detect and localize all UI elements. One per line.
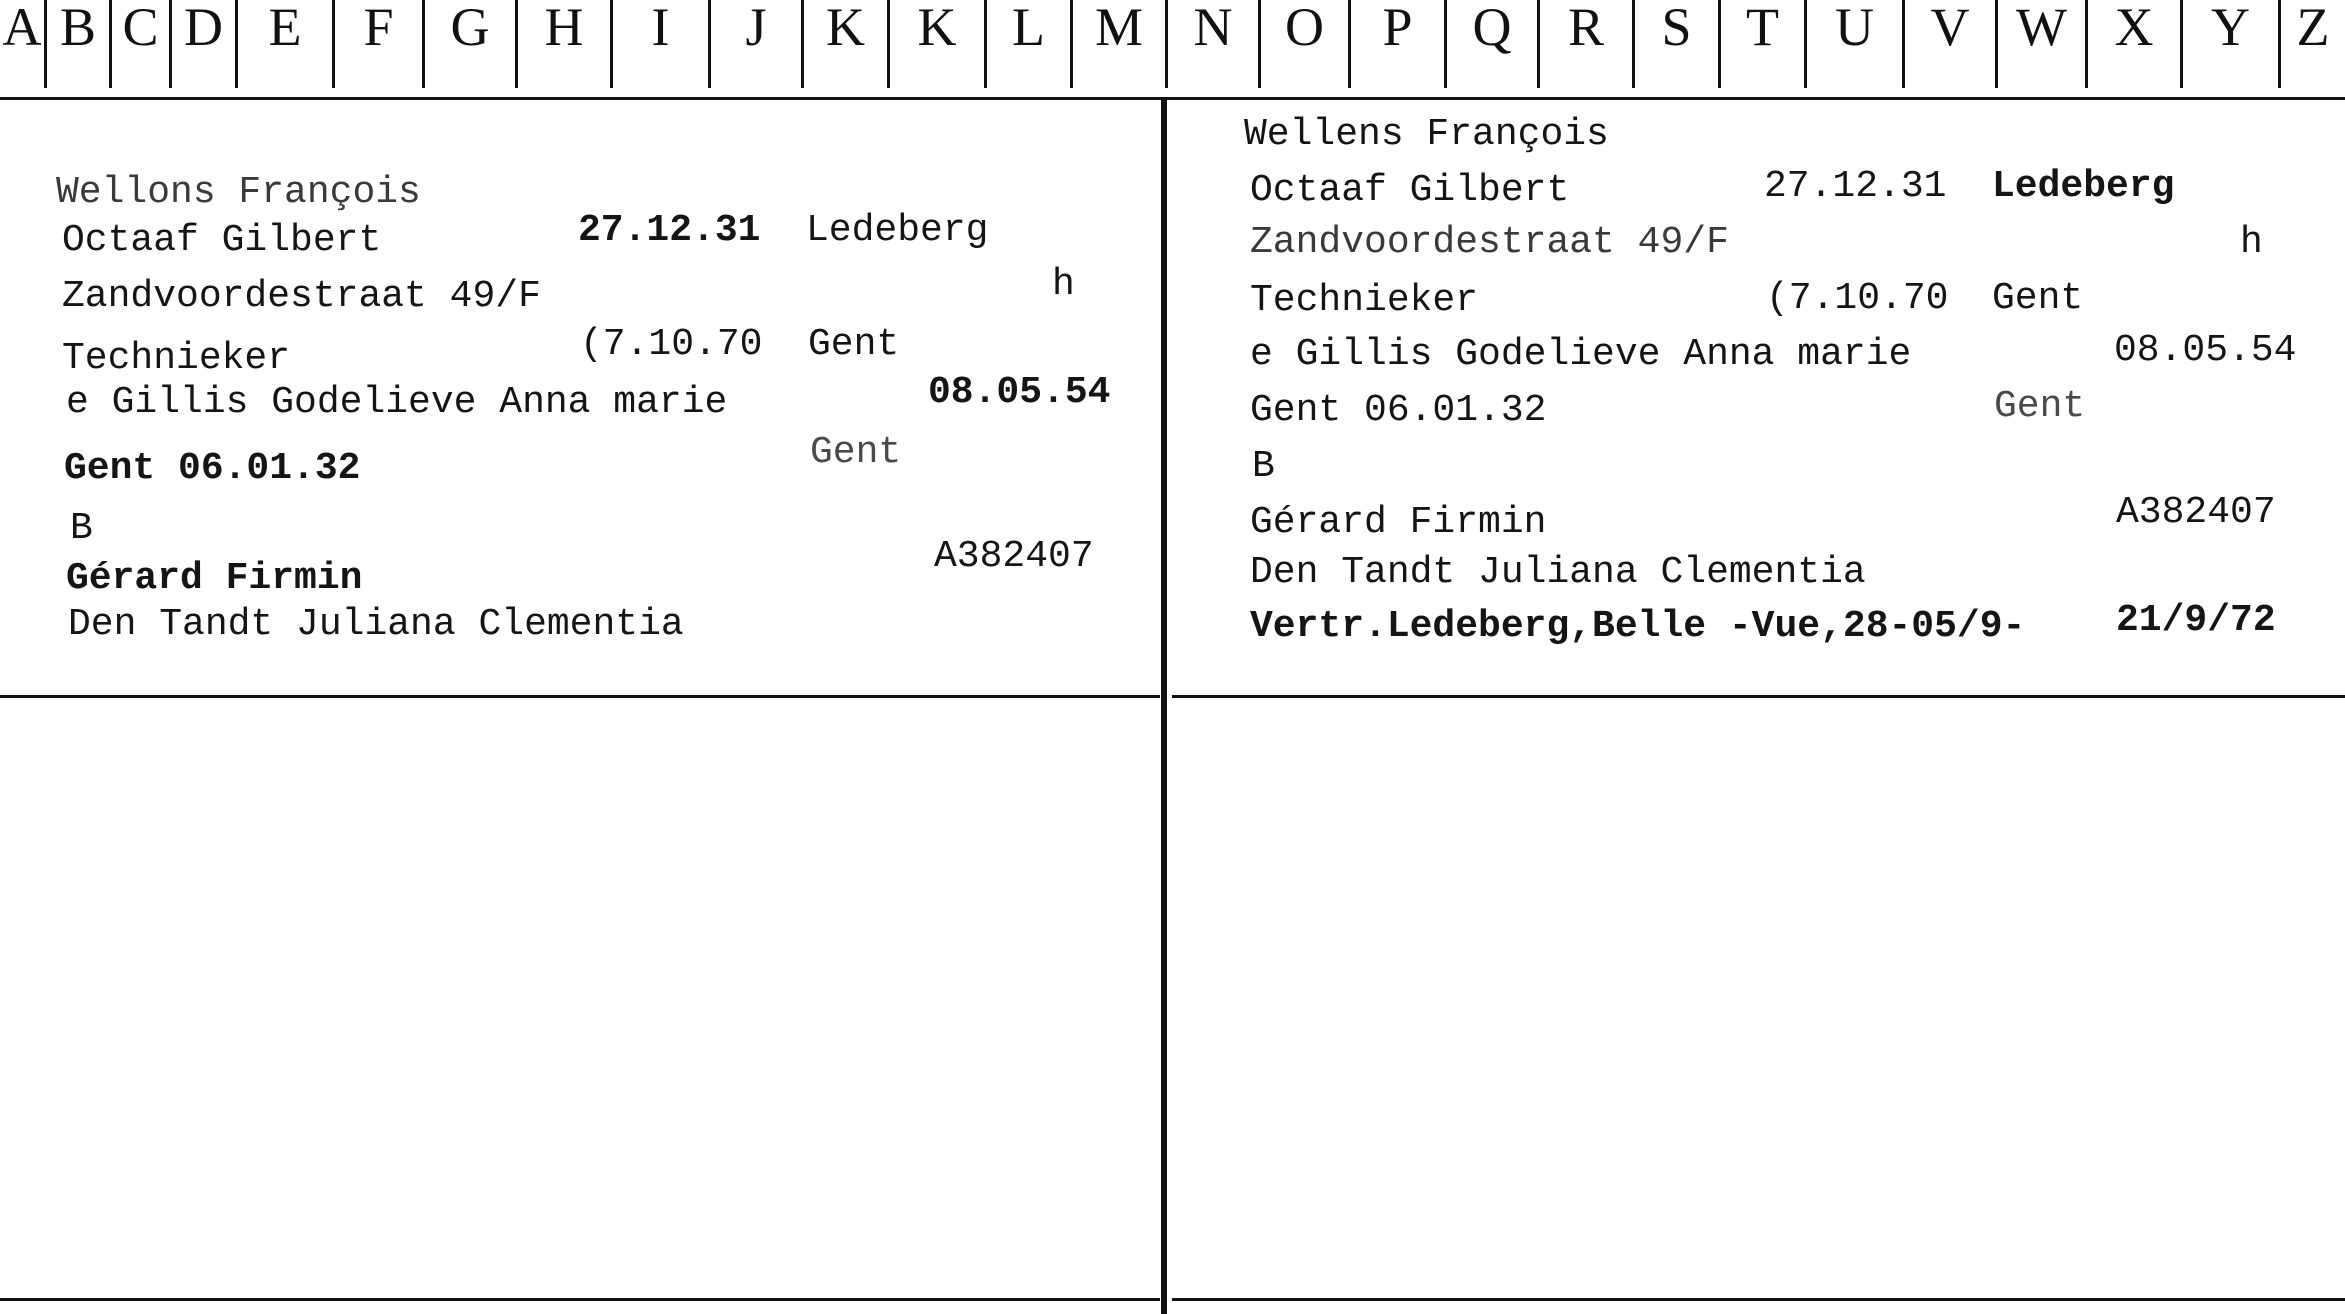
- right-transfer: Vertr.Ledeberg,Belle -Vue,28-05/9-: [1250, 605, 2026, 648]
- right-father: Gérard Firmin: [1250, 501, 1547, 544]
- right-date-right: 08.05.54: [2114, 329, 2297, 372]
- right-transfer-date: 21/9/72: [2116, 599, 2276, 642]
- right-birth-place: Ledeberg: [1992, 165, 2175, 208]
- left-lower-rule: [0, 1298, 1160, 1301]
- left-mark-h: h: [1052, 263, 1075, 306]
- left-code: A382407: [934, 535, 1094, 578]
- letter-v[interactable]: V: [1930, 0, 1970, 57]
- letter-g[interactable]: G: [450, 0, 490, 57]
- left-marriage-date: (7.10.70: [580, 323, 763, 366]
- right-spouse-birth: Gent 06.01.32: [1250, 389, 1547, 432]
- letter-w[interactable]: W: [2016, 0, 2067, 57]
- right-marriage-place: Gent: [1992, 277, 2084, 320]
- letter-j[interactable]: J: [745, 0, 767, 57]
- letter-u[interactable]: U: [1835, 0, 1874, 57]
- right-mark-h: h: [2240, 221, 2263, 264]
- right-lower-rule: [1172, 1298, 2345, 1301]
- left-address: Zandvoordestraat 49/F: [62, 275, 541, 318]
- letter-l[interactable]: L: [1012, 0, 1045, 57]
- right-profession: Technieker: [1250, 279, 1479, 322]
- letter-o[interactable]: O: [1285, 0, 1324, 57]
- left-letter-b: B: [70, 507, 93, 550]
- center-divider: [1161, 100, 1167, 1314]
- letter-p[interactable]: P: [1382, 0, 1413, 57]
- left-marriage-place: Gent: [808, 323, 900, 366]
- right-address: Zandvoordestraat 49/F: [1250, 221, 1729, 264]
- right-birth-date: 27.12.31: [1764, 165, 1947, 208]
- right-spouse-birth-place: Gent: [1994, 385, 2086, 428]
- left-card-bottom-rule: [0, 695, 1160, 698]
- letter-i[interactable]: I: [651, 0, 670, 57]
- letter-q[interactable]: Q: [1472, 0, 1512, 57]
- left-spouse-birth: Gent 06.01.32: [64, 447, 361, 490]
- letter-f[interactable]: F: [363, 0, 394, 57]
- right-card-bottom-rule: [1172, 695, 2345, 698]
- left-name: Wellons François: [56, 171, 421, 214]
- left-father: Gérard Firmin: [66, 557, 363, 600]
- letter-z[interactable]: Z: [2296, 0, 2330, 57]
- letter-b[interactable]: B: [59, 0, 97, 57]
- left-spouse-birth-place: Gent: [810, 431, 902, 474]
- left-profession: Technieker: [62, 337, 291, 380]
- letter-n[interactable]: N: [1193, 0, 1233, 57]
- letter-a[interactable]: A: [2, 0, 42, 57]
- letter-r[interactable]: R: [1567, 0, 1605, 57]
- letter-m[interactable]: M: [1094, 0, 1143, 57]
- letter-k[interactable]: K: [917, 0, 957, 57]
- left-birth-date: 27.12.31: [578, 209, 761, 252]
- letter-e[interactable]: E: [268, 0, 302, 57]
- letter-y[interactable]: Y: [2211, 0, 2250, 57]
- right-letter-b: B: [1252, 445, 1275, 488]
- letter-h[interactable]: H: [544, 0, 584, 57]
- right-marriage-date: (7.10.70: [1766, 277, 1949, 320]
- left-birth-place: Ledeberg: [806, 209, 989, 252]
- right-spouse: e Gillis Godelieve Anna marie: [1250, 333, 1912, 376]
- left-date-right: 08.05.54: [928, 371, 1111, 414]
- right-name: Wellens François: [1244, 113, 1609, 156]
- left-mother: Den Tandt Juliana Clementia: [68, 603, 684, 646]
- left-spouse: e Gillis Godelieve Anna marie: [66, 381, 728, 424]
- right-code: A382407: [2116, 491, 2276, 534]
- letter-x[interactable]: X: [2114, 0, 2154, 57]
- right-mother: Den Tandt Juliana Clementia: [1250, 551, 1866, 594]
- letter-t[interactable]: T: [1746, 0, 1779, 57]
- top-rule: [0, 97, 2345, 100]
- right-first-names: Octaaf Gilbert: [1250, 169, 1570, 212]
- left-first-names: Octaaf Gilbert: [62, 219, 382, 262]
- alphabet-index-bar: [0, 0, 2345, 88]
- letter-s[interactable]: S: [1661, 0, 1692, 57]
- letter-c[interactable]: C: [122, 0, 159, 57]
- letter-d[interactable]: D: [184, 0, 223, 57]
- letter-k[interactable]: K: [826, 0, 865, 57]
